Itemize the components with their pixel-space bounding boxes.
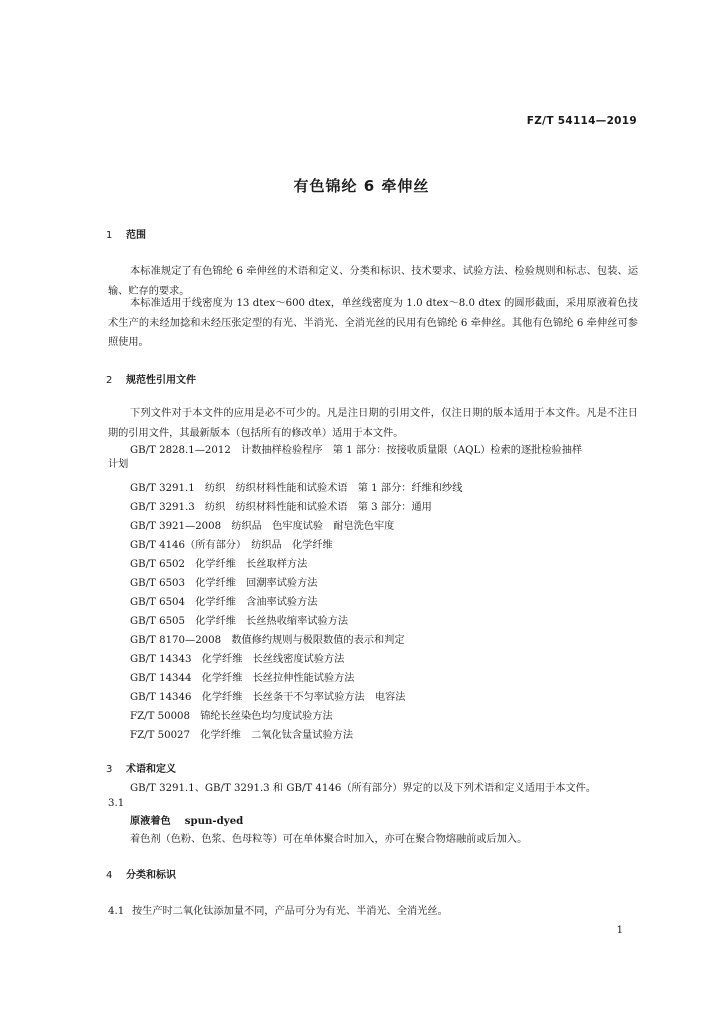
section-title: 分类和标识: [126, 870, 176, 881]
term-definition: 着色剂（色粉、色浆、色母粒等）可在单体聚合时加入，亦可在聚合物熔融前或后加入。: [130, 834, 528, 845]
section-number: 2: [106, 375, 113, 386]
reference-item: GB/T 4146（所有部分） 纺织品 化学纤维: [130, 540, 333, 551]
reference-item: GB/T 3921—2008 纺织品 色牢度试验 耐皂洗色牢度: [130, 521, 395, 532]
reference-item: GB/T 3291.3 纺织 纺织材料性能和试验术语 第 3 部分：通用: [130, 502, 432, 513]
section-1-para-2: 本标准适用于线密度为 13 dtex～600 dtex，单丝线密度为 1.0 dtex～8.0 dtex 的圆形截面，采用原液着色技术生产的未经加捻和未经压张定型的有光、半消光、全消光丝的民用有色锦纶 6 牵伸丝。其他有色锦纶 6 牵伸丝可参照使用。: [108, 298, 638, 348]
section-number: 4: [106, 870, 113, 881]
section-title: 范围: [126, 230, 146, 241]
section-number: 3: [106, 764, 113, 775]
term-chinese: 原液着色: [130, 816, 171, 827]
term-number: 3.1: [108, 798, 125, 809]
term-3-1: [130, 815, 243, 828]
section-title: 规范性引用文件: [126, 375, 196, 386]
section-title: 术语和定义: [126, 764, 176, 775]
reference-item: GB/T 8170—2008 数值修约规则与极限数值的表示和判定: [130, 635, 405, 646]
clause-text: 按生产时二氧化钛添加量不同，产品可分为有光、半消光、全消光丝。: [132, 906, 448, 917]
clause-4-1: [108, 905, 448, 918]
section-3-heading: [106, 760, 176, 775]
clause-number: 4.1: [108, 906, 125, 917]
section-2-intro: 下列文件对于本文件的应用是必不可少的。凡是注日期的引用文件，仅注日期的版本适用于本文件。凡是不注日期的引用文件，其最新版本（包括所有的修改单）适用于本文件。: [108, 408, 638, 439]
reference-item: GB/T 2828.1—2012 计数抽样检验程序 第 1 部分：按接收质量限（AQL）检索的逐批检验抽样: [130, 445, 583, 456]
reference-item: GB/T 14344 化学纤维 长丝拉伸性能试验方法: [130, 673, 355, 684]
section-1-heading: [106, 226, 146, 241]
term-english: spun-dyed: [184, 815, 244, 827]
reference-item-continuation: 计划: [108, 459, 129, 470]
section-1-para-1: 本标准规定了有色锦纶 6 牵伸丝的术语和定义、分类和标识、技术要求、试验方法、检验规则和标志、包装、运输、贮存的要求。: [108, 266, 638, 297]
reference-item: GB/T 14346 化学纤维 长丝条干不匀率试验方法 电容法: [130, 692, 406, 703]
reference-item: FZ/T 50008 锦纶长丝染色均匀度试验方法: [130, 711, 333, 722]
page-number: 1: [616, 925, 623, 936]
reference-item: GB/T 3291.1 纺织 纺织材料性能和试验术语 第 1 部分：纤维和纱线: [130, 483, 463, 494]
section-2-heading: [106, 371, 196, 386]
section-4-heading: [106, 866, 176, 881]
reference-item: GB/T 6504 化学纤维 含油率试验方法: [130, 597, 318, 608]
reference-item: GB/T 6502 化学纤维 长丝取样方法: [130, 559, 308, 570]
section-number: 1: [106, 230, 113, 241]
reference-item: FZ/T 50027 化学纤维 二氧化钛含量试验方法: [130, 730, 354, 741]
section-3-intro: GB/T 3291.1、GB/T 3291.3 和 GB/T 4146（所有部分）界定的以及下列术语和定义适用于本文件。: [130, 783, 597, 794]
document-title: 有色锦纶 6 牵伸丝: [293, 177, 430, 195]
standard-code: FZ/T 54114—2019: [526, 115, 637, 127]
reference-item: GB/T 6503 化学纤维 回潮率试验方法: [130, 578, 318, 589]
reference-item: GB/T 14343 化学纤维 长丝线密度试验方法: [130, 654, 345, 665]
reference-item: GB/T 6505 化学纤维 长丝热收缩率试验方法: [130, 616, 349, 627]
